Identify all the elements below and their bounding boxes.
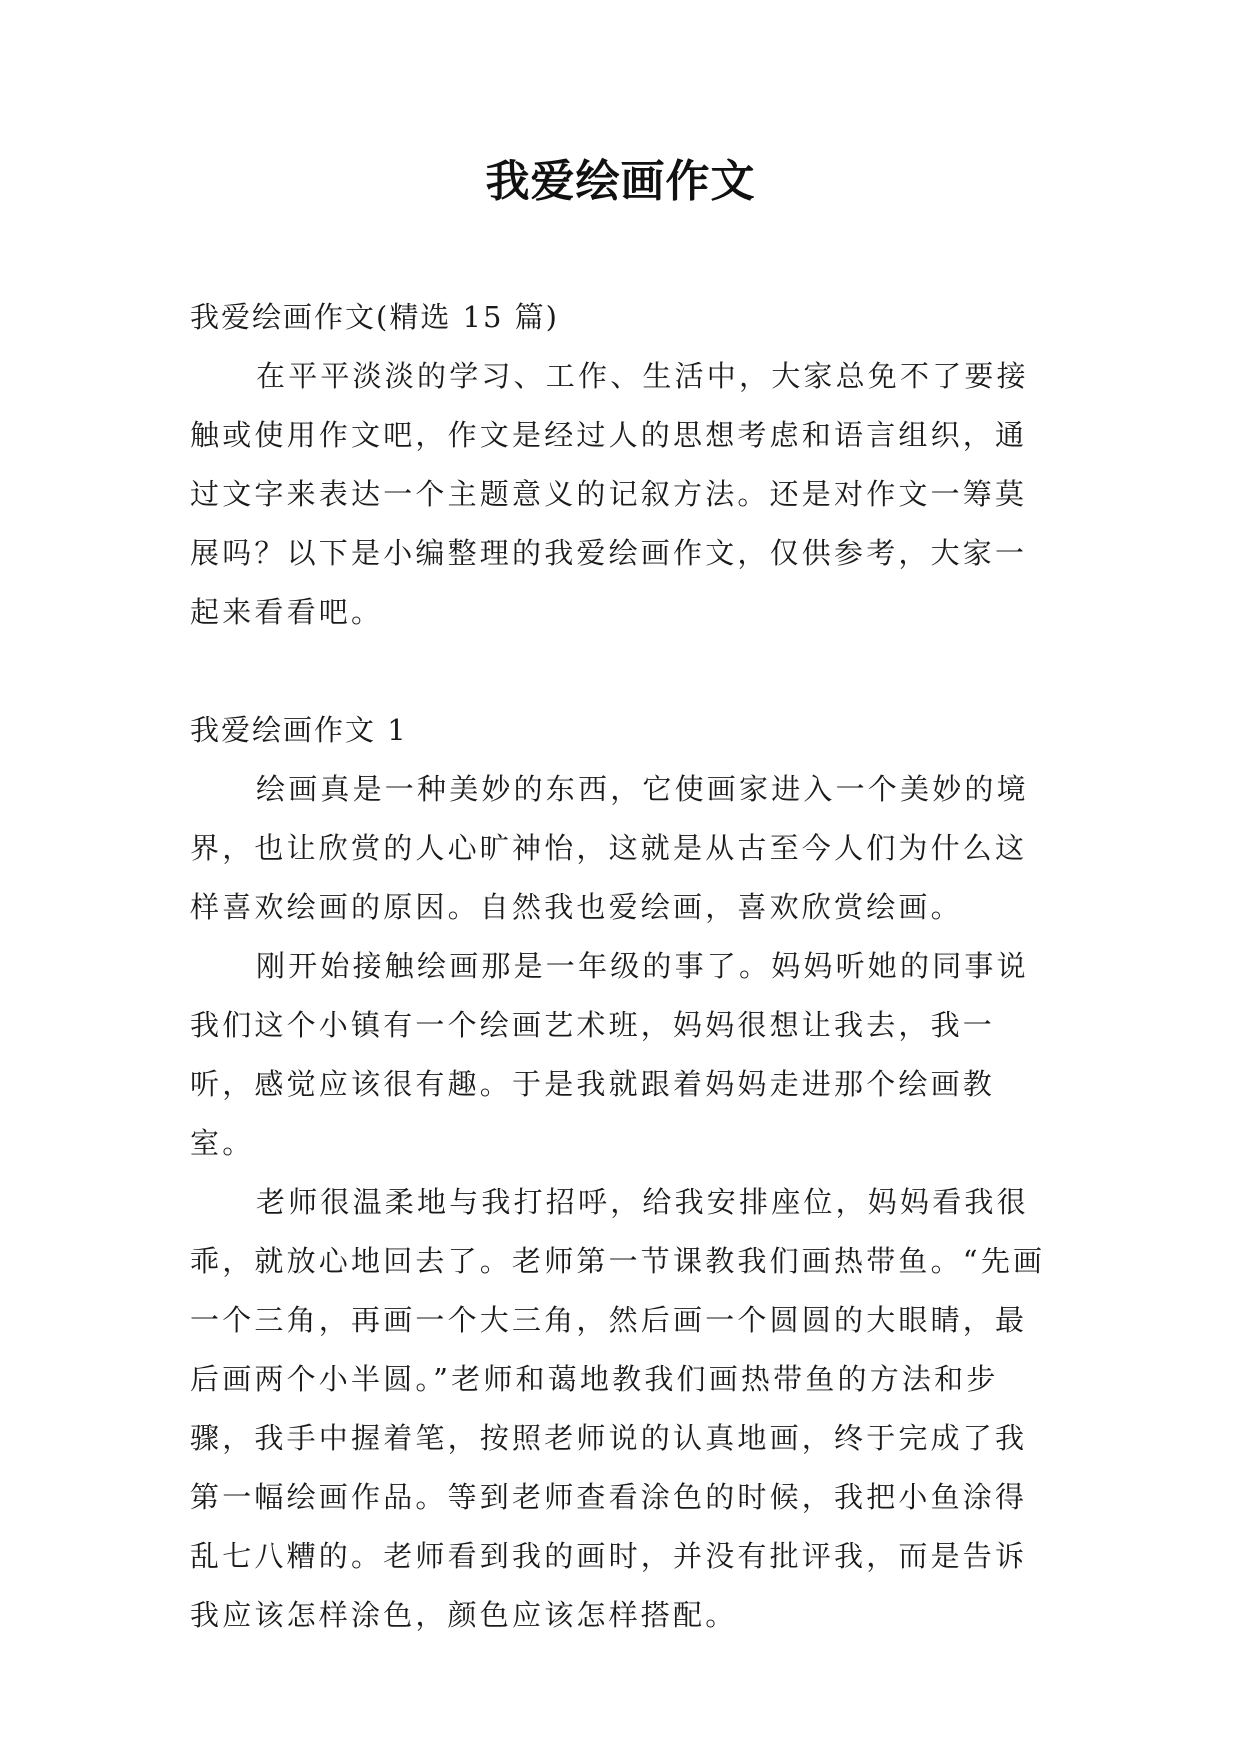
section-paragraph: 老师很温柔地与我打招呼，给我安排座位，妈妈看我很乖，就放心地回去了。老师第一节课教我们画热带鱼。“先画一个三角，再画一个大三角，然后画一个圆圆的大眼睛，最后画两个小半圆。”老师和蔼地教我们画热带鱼的方法和步骤，我手中握着笔，按照老师说的认真地画，终于完成了我第一幅绘画作品。等到老师查看涂色的时候，我把小鱼涂得乱七八糟的。老师看到我的画时，并没有批评我，而是告诉我应该怎样涂色，颜色应该怎样搭配。 xyxy=(190,1185,1046,1632)
intro-paragraph: 在平平淡淡的学习、工作、生活中，大家总免不了要接触或使用作文吧，作文是经过人的思想考虑和语言组织，通过文字来表达一个主题意义的记叙方法。还是对作文一筹莫展吗？以下是小编整理的我爱绘画作文，仅供参考，大家一起来看看吧。 xyxy=(190,359,1029,629)
section-heading: 我爱绘画作文 1 xyxy=(190,713,408,747)
section-paragraph: 刚开始接触绘画那是一年级的事了。妈妈听她的同事说我们这个小镇有一个绘画艺术班，妈妈很想让我去，我一听，感觉应该很有趣。于是我就跟着妈妈走进那个绘画教室。 xyxy=(190,949,1029,1160)
document-body xyxy=(190,288,1058,1645)
document-title: 我爱绘画作文 xyxy=(485,156,756,207)
intro-heading: 我爱绘画作文(精选 15 篇) xyxy=(190,300,559,334)
section-paragraph: 绘画真是一种美妙的东西，它使画家进入一个美妙的境界，也让欣赏的人心旷神怡，这就是从古至今人们为什么这样喜欢绘画的原因。自然我也爱绘画，喜欢欣赏绘画。 xyxy=(190,772,1029,924)
